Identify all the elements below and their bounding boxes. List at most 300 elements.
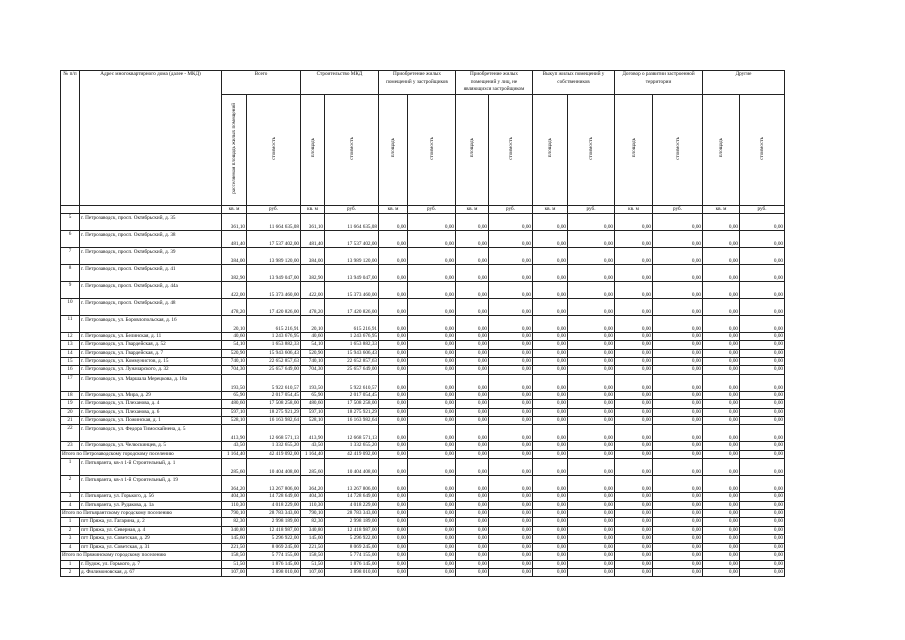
cell-cost: 0,00 [408, 374, 456, 391]
cell-cost: 0,00 [653, 213, 703, 230]
cell-area: 0,00 [456, 400, 489, 408]
cell-cost: 0,00 [740, 552, 785, 560]
cell-area: 361,10 [222, 213, 247, 230]
cell-cost: 0,00 [568, 264, 615, 281]
unit-label: кв. м [456, 205, 489, 213]
cell-cost: 0,00 [408, 543, 456, 551]
cell-cost: 0,00 [740, 417, 785, 425]
cell-area: 0,00 [533, 493, 568, 501]
cell-area: 0,00 [379, 391, 408, 399]
cell-cost: 0,00 [653, 358, 703, 366]
cell-area: 285,60 [222, 459, 247, 476]
cell-area: 0,00 [703, 298, 740, 315]
row-address: пгт Пряжа, ул. Советская, д. 29 [80, 535, 222, 543]
cell-area: 0,00 [456, 332, 489, 340]
row-address: пгт Пряжа, ул. Советская, д. 31 [80, 543, 222, 551]
cell-area: 0,00 [456, 518, 489, 526]
cell-cost: 0,00 [568, 510, 615, 518]
cell-area: 0,00 [379, 568, 408, 576]
cell-cost: 0,00 [408, 442, 456, 450]
col-address-header: Адрес многоквартирного дома (далее - МКД) [80, 71, 222, 206]
row-address: г. Петрозаводск, просп. Октябрьский, д. 48 [80, 298, 222, 315]
cell-area: 0,00 [379, 264, 408, 281]
cell-cost: 0,00 [740, 315, 785, 332]
cell-area: 0,00 [703, 560, 740, 568]
cell-area: 0,00 [615, 552, 653, 560]
cell-cost: 0,00 [568, 442, 615, 450]
cell-area: 158,50 [301, 552, 325, 560]
cell-area: 382,90 [222, 264, 247, 281]
cell-cost: 42 419 092,00 [247, 450, 301, 458]
cell-area: 0,00 [703, 264, 740, 281]
cell-area: 0,00 [456, 560, 489, 568]
cell-cost: 0,00 [740, 476, 785, 493]
row-address: г. Петрозаводск, ул. Плеханова, д. 4 [80, 400, 222, 408]
cell-area: 0,00 [615, 560, 653, 568]
cell-cost: 0,00 [489, 501, 533, 509]
cell-area: 0,00 [615, 315, 653, 332]
cell-cost: 0,00 [568, 459, 615, 476]
cell-area: 65,90 [301, 391, 325, 399]
row-address: д. Филимоновская, д. 67 [80, 568, 222, 576]
cell-cost: 18 275 921,29 [247, 408, 301, 416]
cell-area: 0,00 [456, 358, 489, 366]
cell-cost: 22 652 857,63 [247, 358, 301, 366]
cell-cost: 0,00 [489, 358, 533, 366]
cell-cost: 8 069 245,00 [247, 543, 301, 551]
cell-area: 0,00 [533, 341, 568, 349]
col-num-header: № п/п [61, 71, 80, 206]
cell-area: 0,00 [615, 332, 653, 340]
cell-cost: 0,00 [653, 450, 703, 458]
cell-area: 0,00 [533, 332, 568, 340]
subcol-label: стоимость [588, 136, 594, 160]
cell-cost: 0,00 [408, 332, 456, 340]
cell-cost: 0,00 [653, 264, 703, 281]
cell-area: 0,00 [615, 450, 653, 458]
cell-cost: 0,00 [408, 298, 456, 315]
cell-cost: 1 332 655,20 [247, 442, 301, 450]
subcol-area-header [533, 94, 568, 205]
cell-area: 0,00 [379, 425, 408, 442]
cell-area: 0,00 [456, 450, 489, 458]
subcol-cost-header [247, 94, 301, 205]
row-address: пгт Пряжа, ул. Гагарина, д. 2 [80, 518, 222, 526]
row-number: 13 [61, 341, 80, 349]
cell-area: 0,00 [703, 425, 740, 442]
cell-cost: 0,00 [408, 391, 456, 399]
cell-cost: 5 922 610,57 [247, 374, 301, 391]
cell-cost: 0,00 [653, 400, 703, 408]
cell-cost: 0,00 [408, 501, 456, 509]
cell-cost: 0,00 [568, 493, 615, 501]
cell-cost: 0,00 [568, 341, 615, 349]
cell-area: 0,00 [533, 526, 568, 534]
row-number: 12 [61, 332, 80, 340]
row-address: г. Петрозаводск, просп. Октябрьский, д. 39 [80, 247, 222, 264]
subcol-label: площадь [309, 138, 316, 158]
cell-area: 0,00 [703, 450, 740, 458]
cell-area: 0,00 [615, 476, 653, 493]
cell-area: 0,00 [456, 425, 489, 442]
cell-cost: 12 668 571,13 [247, 425, 301, 442]
cell-area: 0,00 [703, 281, 740, 298]
cell-area: 0,00 [379, 374, 408, 391]
cell-cost: 615 216,91 [325, 315, 379, 332]
table-row [61, 341, 785, 349]
cell-cost: 0,00 [653, 425, 703, 442]
cell-cost: 0,00 [568, 391, 615, 399]
cell-area: 0,00 [615, 543, 653, 551]
cell-area: 0,00 [703, 543, 740, 551]
cell-cost: 0,00 [408, 535, 456, 543]
cell-cost: 0,00 [740, 501, 785, 509]
units-empty [61, 205, 80, 213]
table-row [61, 315, 785, 332]
cell-area: 0,00 [379, 442, 408, 450]
cell-area: 340,80 [301, 526, 325, 534]
row-address: г. Питкяранта, кв-л 1-й Строительный, д. 1 [80, 459, 222, 476]
cell-area: 0,00 [379, 450, 408, 458]
cell-cost: 2 998 189,00 [325, 518, 379, 526]
cell-cost: 2 017 054,45 [325, 391, 379, 399]
cell-area: 0,00 [379, 247, 408, 264]
cell-cost: 3 898 010,00 [325, 568, 379, 576]
cell-cost: 0,00 [740, 332, 785, 340]
cell-cost: 0,00 [408, 230, 456, 247]
row-address: г. Петрозаводск, ул. Коммунистов, д. 15 [80, 358, 222, 366]
cell-cost: 4 018 229,00 [325, 501, 379, 509]
cell-area: 0,00 [615, 213, 653, 230]
cell-area: 0,00 [379, 493, 408, 501]
cell-area: 480,60 [222, 400, 247, 408]
cell-cost: 0,00 [740, 450, 785, 458]
cell-area: 481,40 [301, 230, 325, 247]
cell-area: 20,10 [301, 315, 325, 332]
cell-cost: 16 163 982,64 [247, 417, 301, 425]
row-address: г. Петрозаводск, ул. Федора Тимоскайнена, д. 5 [80, 425, 222, 442]
cell-cost: 0,00 [408, 526, 456, 534]
cell-area: 0,00 [615, 374, 653, 391]
row-address: г. Петрозаводск, ул. Маршала Мерецкова, д. 18а [80, 374, 222, 391]
cell-cost: 0,00 [489, 560, 533, 568]
cell-area: 0,00 [533, 476, 568, 493]
cell-area: 43,50 [222, 442, 247, 450]
total-label: Итого по Петрозаводскому городскому поселению [61, 450, 222, 458]
cell-area: 0,00 [379, 213, 408, 230]
subcol-label: площадь [547, 138, 553, 158]
unit-label: руб. [568, 205, 615, 213]
table-body [61, 213, 785, 577]
cell-area: 0,00 [533, 535, 568, 543]
cell-area: 51,50 [222, 560, 247, 568]
cell-cost: 13 989 120,00 [325, 247, 379, 264]
cell-area: 0,00 [615, 358, 653, 366]
header-row-units [61, 205, 785, 213]
unit-label: руб. [408, 205, 456, 213]
cell-cost: 0,00 [568, 358, 615, 366]
cell-area: 0,00 [533, 442, 568, 450]
cell-area: 528,10 [301, 417, 325, 425]
table-row [61, 230, 785, 247]
subcol-label: площадь [630, 138, 637, 158]
row-number: 1 [61, 459, 80, 476]
cell-area: 0,00 [456, 526, 489, 534]
cell-cost: 0,00 [740, 442, 785, 450]
cell-area: 0,00 [456, 213, 489, 230]
subcol-cost-header [325, 94, 379, 205]
cell-area: 0,00 [533, 459, 568, 476]
cell-cost: 14 728 649,00 [325, 493, 379, 501]
cell-cost: 0,00 [740, 298, 785, 315]
cell-area: 0,00 [533, 358, 568, 366]
cell-area: 704,30 [222, 366, 247, 374]
cell-cost: 0,00 [653, 366, 703, 374]
subcol-cost-header [408, 94, 456, 205]
table-row [61, 493, 785, 501]
cell-cost: 12 668 571,13 [325, 425, 379, 442]
cell-area: 0,00 [533, 543, 568, 551]
cell-area: 0,00 [379, 417, 408, 425]
cell-cost: 1 876 145,00 [325, 560, 379, 568]
cell-area: 0,00 [456, 568, 489, 576]
row-number: 16 [61, 366, 80, 374]
table-row [61, 247, 785, 264]
subcol-area-header [615, 94, 653, 205]
cell-cost: 17 537 402,00 [247, 230, 301, 247]
cell-cost: 0,00 [653, 315, 703, 332]
subcol-cost-header [653, 94, 703, 205]
cell-area: 520,90 [222, 349, 247, 357]
unit-label: кв. м [615, 205, 653, 213]
cell-cost: 0,00 [489, 493, 533, 501]
cell-cost: 13 949 047,00 [247, 264, 301, 281]
cell-cost: 0,00 [489, 264, 533, 281]
cell-cost: 17 508 258,00 [247, 400, 301, 408]
cell-area: 478,20 [301, 298, 325, 315]
cell-cost: 0,00 [489, 526, 533, 534]
cell-cost: 4 018 229,00 [247, 501, 301, 509]
cell-area: 0,00 [379, 366, 408, 374]
cell-area: 0,00 [456, 459, 489, 476]
cell-area: 0,00 [456, 501, 489, 509]
cell-area: 40,60 [222, 332, 247, 340]
cell-area: 0,00 [379, 230, 408, 247]
cell-cost: 5 774 155,00 [325, 552, 379, 560]
cell-cost: 0,00 [489, 568, 533, 576]
cell-cost: 10 404 408,00 [247, 459, 301, 476]
subcol-area-header [379, 94, 408, 205]
cell-cost: 0,00 [489, 391, 533, 399]
cell-cost: 0,00 [489, 543, 533, 551]
cell-area: 413,90 [301, 425, 325, 442]
cell-cost: 1 653 882,33 [325, 341, 379, 349]
cell-cost: 0,00 [740, 526, 785, 534]
cell-area: 0,00 [456, 543, 489, 551]
cell-area: 110,30 [301, 501, 325, 509]
cell-cost: 0,00 [653, 543, 703, 551]
table-row [61, 391, 785, 399]
cell-cost: 42 419 092,00 [325, 450, 379, 458]
row-number: 3 [61, 493, 80, 501]
row-number: 20 [61, 408, 80, 416]
cell-area: 0,00 [533, 518, 568, 526]
unit-label: руб. [325, 205, 379, 213]
cell-cost: 0,00 [408, 417, 456, 425]
table-row [61, 518, 785, 526]
row-address: г. Петрозаводск, ул. Челюскинцев, д. 5 [80, 442, 222, 450]
cell-area: 82,30 [222, 518, 247, 526]
cell-area: 0,00 [533, 450, 568, 458]
cell-cost: 0,00 [740, 341, 785, 349]
cell-area: 0,00 [533, 366, 568, 374]
cell-cost: 0,00 [653, 391, 703, 399]
cell-area: 82,30 [301, 518, 325, 526]
cell-cost: 0,00 [489, 298, 533, 315]
cell-area: 0,00 [703, 374, 740, 391]
cell-area: 0,00 [456, 535, 489, 543]
cell-cost: 0,00 [489, 374, 533, 391]
cell-area: 478,20 [222, 298, 247, 315]
cell-area: 0,00 [703, 459, 740, 476]
cell-cost: 0,00 [489, 450, 533, 458]
cell-area: 0,00 [456, 417, 489, 425]
cell-area: 0,00 [456, 408, 489, 416]
cell-area: 54,10 [222, 341, 247, 349]
cell-cost: 25 657 649,00 [325, 366, 379, 374]
cell-area: 0,00 [703, 535, 740, 543]
cell-cost: 0,00 [408, 450, 456, 458]
cell-area: 107,00 [222, 568, 247, 576]
cell-area: 0,00 [615, 408, 653, 416]
cell-cost: 0,00 [489, 510, 533, 518]
table-row [61, 535, 785, 543]
cell-area: 0,00 [703, 510, 740, 518]
unit-label: кв. м [222, 205, 247, 213]
cell-area: 0,00 [703, 417, 740, 425]
cell-cost: 0,00 [653, 417, 703, 425]
cell-cost: 1 876 145,00 [247, 560, 301, 568]
cell-area: 0,00 [703, 552, 740, 560]
cell-area: 740,10 [301, 358, 325, 366]
subcol-label: площадь [390, 138, 396, 158]
row-address: г. Петрозаводск, ул. Пожинская, д. 1 [80, 417, 222, 425]
cell-cost: 0,00 [568, 543, 615, 551]
cell-cost: 0,00 [408, 358, 456, 366]
cell-area: 0,00 [379, 459, 408, 476]
cell-area: 0,00 [615, 425, 653, 442]
table-row [61, 298, 785, 315]
row-address: г. Петрозаводск, просп. Октябрьский, д. 38 [80, 230, 222, 247]
group-header: Всего [222, 71, 301, 95]
cell-cost: 0,00 [740, 535, 785, 543]
row-number: 14 [61, 349, 80, 357]
row-number: 15 [61, 358, 80, 366]
cell-area: 0,00 [456, 366, 489, 374]
cell-cost: 0,00 [740, 560, 785, 568]
cell-area: 40,60 [301, 332, 325, 340]
row-number: 17 [61, 374, 80, 391]
table-row [61, 374, 785, 391]
cell-cost: 0,00 [408, 568, 456, 576]
cell-area: 0,00 [615, 493, 653, 501]
table-total-row [61, 552, 785, 560]
subcol-area-header [222, 94, 247, 205]
row-number: 4 [61, 501, 80, 509]
cell-cost: 2 998 189,00 [247, 518, 301, 526]
table-row [61, 476, 785, 493]
cell-cost: 0,00 [489, 476, 533, 493]
table-total-row [61, 510, 785, 518]
cell-cost: 0,00 [653, 298, 703, 315]
row-number: 1 [61, 518, 80, 526]
cell-area: 481,40 [222, 230, 247, 247]
row-address: г. Питкяранта, ул. Рудакова, д. 1а [80, 501, 222, 509]
row-number: 2 [61, 568, 80, 576]
row-number: 11 [61, 315, 80, 332]
cell-cost: 0,00 [568, 247, 615, 264]
cell-cost: 0,00 [568, 450, 615, 458]
cell-area: 0,00 [615, 247, 653, 264]
cell-cost: 0,00 [568, 230, 615, 247]
row-address: г. Петрозаводск, ул. Боровлопольская, д. 16 [80, 315, 222, 332]
table-row [61, 501, 785, 509]
cell-area: 0,00 [533, 213, 568, 230]
cell-area: 704,30 [301, 366, 325, 374]
row-number: 5 [61, 213, 80, 230]
cell-area: 0,00 [533, 298, 568, 315]
cell-cost: 0,00 [653, 526, 703, 534]
cell-cost: 0,00 [568, 349, 615, 357]
cell-cost: 0,00 [408, 264, 456, 281]
unit-label: руб. [740, 205, 785, 213]
cell-cost: 0,00 [653, 281, 703, 298]
cell-area: 0,00 [615, 501, 653, 509]
cell-cost: 0,00 [653, 408, 703, 416]
cell-area: 0,00 [533, 391, 568, 399]
cell-area: 0,00 [703, 341, 740, 349]
cell-area: 0,00 [703, 332, 740, 340]
cell-area: 0,00 [703, 408, 740, 416]
cell-cost: 25 657 649,00 [247, 366, 301, 374]
subcol-label: стоимость [674, 136, 681, 160]
cell-cost: 0,00 [740, 400, 785, 408]
cell-cost: 0,00 [740, 391, 785, 399]
cell-cost: 5 296 922,00 [247, 535, 301, 543]
cell-cost: 0,00 [408, 493, 456, 501]
cell-cost: 12 418 987,00 [325, 526, 379, 534]
cell-cost: 17 420 826,00 [325, 298, 379, 315]
group-header: Выкуп жилых помещений у собственников [533, 71, 615, 95]
cell-cost: 0,00 [408, 459, 456, 476]
cell-area: 0,00 [379, 332, 408, 340]
cell-area: 0,00 [703, 230, 740, 247]
cell-cost: 13 989 120,00 [247, 247, 301, 264]
cell-area: 0,00 [456, 510, 489, 518]
cell-cost: 17 420 826,00 [247, 298, 301, 315]
cell-area: 0,00 [379, 535, 408, 543]
cell-cost: 0,00 [489, 400, 533, 408]
cell-area: 0,00 [615, 391, 653, 399]
cell-cost: 0,00 [653, 552, 703, 560]
cell-area: 0,00 [533, 281, 568, 298]
cell-cost: 0,00 [740, 264, 785, 281]
cell-area: 480,60 [301, 400, 325, 408]
cell-cost: 0,00 [568, 417, 615, 425]
cell-area: 597,10 [301, 408, 325, 416]
cell-area: 790,10 [222, 510, 247, 518]
cell-cost: 0,00 [653, 501, 703, 509]
